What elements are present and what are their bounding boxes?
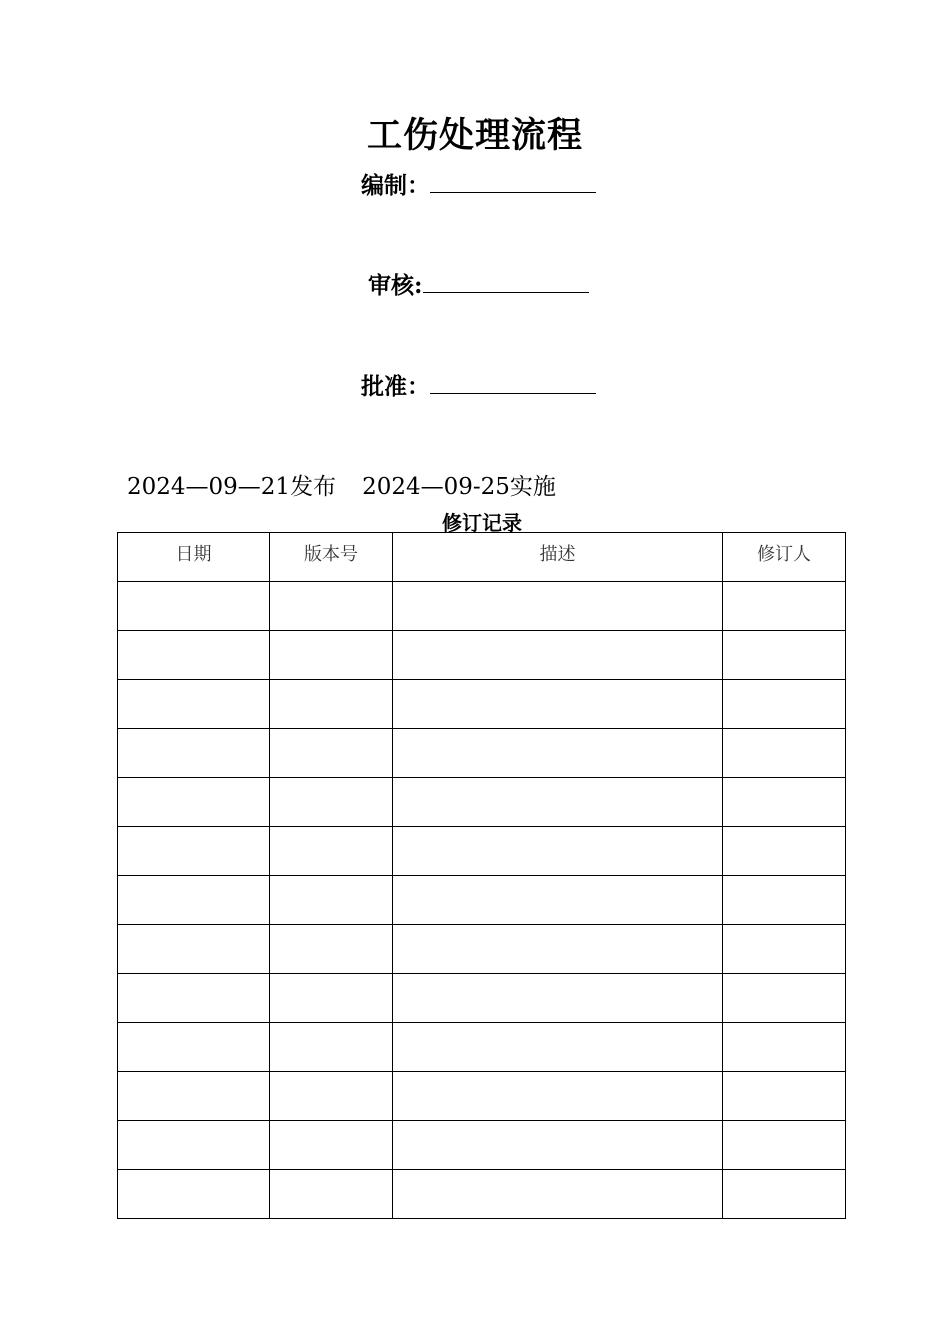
table-cell[interactable] bbox=[393, 827, 723, 876]
table-cell[interactable] bbox=[270, 680, 393, 729]
approver-line[interactable] bbox=[430, 371, 596, 394]
table-cell[interactable] bbox=[270, 631, 393, 680]
revision-table-title: 修订记录 bbox=[442, 511, 522, 535]
revision-table-body bbox=[118, 582, 846, 1219]
table-row bbox=[118, 1023, 846, 1072]
table-cell[interactable] bbox=[118, 1072, 270, 1121]
table-cell[interactable] bbox=[723, 582, 846, 631]
column-header-description: 描述 bbox=[393, 533, 723, 582]
table-cell[interactable] bbox=[393, 1170, 723, 1219]
reviewer-field bbox=[368, 267, 589, 300]
table-cell[interactable] bbox=[118, 827, 270, 876]
document-title: 工伤处理流程 bbox=[366, 115, 583, 156]
table-cell[interactable] bbox=[393, 778, 723, 827]
table-cell[interactable] bbox=[723, 778, 846, 827]
table-cell[interactable] bbox=[118, 729, 270, 778]
table-cell[interactable] bbox=[118, 1170, 270, 1219]
approver-label: 批准： bbox=[361, 373, 430, 400]
revision-table bbox=[117, 532, 846, 1219]
publish-word: 发布 bbox=[290, 474, 337, 500]
table-row bbox=[118, 1170, 846, 1219]
table-cell[interactable] bbox=[393, 1023, 723, 1072]
table-cell[interactable] bbox=[723, 680, 846, 729]
table-cell[interactable] bbox=[723, 974, 846, 1023]
table-cell[interactable] bbox=[723, 729, 846, 778]
reviewer-label: 审核: bbox=[368, 272, 423, 299]
table-row bbox=[118, 1121, 846, 1170]
table-cell[interactable] bbox=[723, 827, 846, 876]
release-dates bbox=[127, 468, 556, 501]
table-row bbox=[118, 729, 846, 778]
table-cell[interactable] bbox=[723, 1121, 846, 1170]
table-cell[interactable] bbox=[393, 1121, 723, 1170]
table-row bbox=[118, 974, 846, 1023]
table-cell[interactable] bbox=[393, 582, 723, 631]
table-row bbox=[118, 876, 846, 925]
table-cell[interactable] bbox=[393, 974, 723, 1023]
table-row bbox=[118, 680, 846, 729]
revision-table-header bbox=[118, 533, 846, 582]
table-cell[interactable] bbox=[270, 827, 393, 876]
table-cell[interactable] bbox=[118, 1023, 270, 1072]
table-cell[interactable] bbox=[393, 729, 723, 778]
table-cell[interactable] bbox=[118, 876, 270, 925]
compiler-line[interactable] bbox=[430, 170, 596, 193]
table-cell[interactable] bbox=[118, 582, 270, 631]
compiler-field bbox=[361, 167, 596, 200]
table-cell[interactable] bbox=[393, 680, 723, 729]
table-cell[interactable] bbox=[393, 876, 723, 925]
table-row bbox=[118, 582, 846, 631]
table-cell[interactable] bbox=[270, 876, 393, 925]
table-cell[interactable] bbox=[270, 582, 393, 631]
table-cell[interactable] bbox=[270, 1121, 393, 1170]
compiler-label: 编制： bbox=[361, 172, 430, 199]
table-cell[interactable] bbox=[723, 925, 846, 974]
approver-field bbox=[361, 368, 596, 401]
column-header-version: 版本号 bbox=[270, 533, 393, 582]
table-cell[interactable] bbox=[118, 778, 270, 827]
table-cell[interactable] bbox=[270, 778, 393, 827]
column-header-date: 日期 bbox=[118, 533, 270, 582]
table-cell[interactable] bbox=[723, 631, 846, 680]
table-cell[interactable] bbox=[270, 729, 393, 778]
table-row bbox=[118, 631, 846, 680]
table-cell[interactable] bbox=[118, 974, 270, 1023]
table-cell[interactable] bbox=[723, 1023, 846, 1072]
effective-date: 2024—09-25 bbox=[362, 474, 510, 500]
table-cell[interactable] bbox=[118, 631, 270, 680]
table-cell[interactable] bbox=[270, 1023, 393, 1072]
table-cell[interactable] bbox=[393, 1072, 723, 1121]
table-cell[interactable] bbox=[393, 925, 723, 974]
table-cell[interactable] bbox=[270, 974, 393, 1023]
table-cell[interactable] bbox=[118, 1121, 270, 1170]
table-cell[interactable] bbox=[270, 1170, 393, 1219]
table-cell[interactable] bbox=[118, 925, 270, 974]
column-header-reviser: 修订人 bbox=[723, 533, 846, 582]
table-row bbox=[118, 925, 846, 974]
table-cell[interactable] bbox=[393, 631, 723, 680]
table-cell[interactable] bbox=[723, 1170, 846, 1219]
effective-word: 实施 bbox=[509, 474, 556, 500]
table-row bbox=[118, 1072, 846, 1121]
table-cell[interactable] bbox=[723, 876, 846, 925]
table-cell[interactable] bbox=[118, 680, 270, 729]
table-row bbox=[118, 778, 846, 827]
table-cell[interactable] bbox=[270, 1072, 393, 1121]
table-row bbox=[118, 827, 846, 876]
reviewer-line[interactable] bbox=[423, 270, 589, 293]
table-cell[interactable] bbox=[270, 925, 393, 974]
publish-date: 2024—09—21 bbox=[127, 474, 291, 500]
table-cell[interactable] bbox=[723, 1072, 846, 1121]
